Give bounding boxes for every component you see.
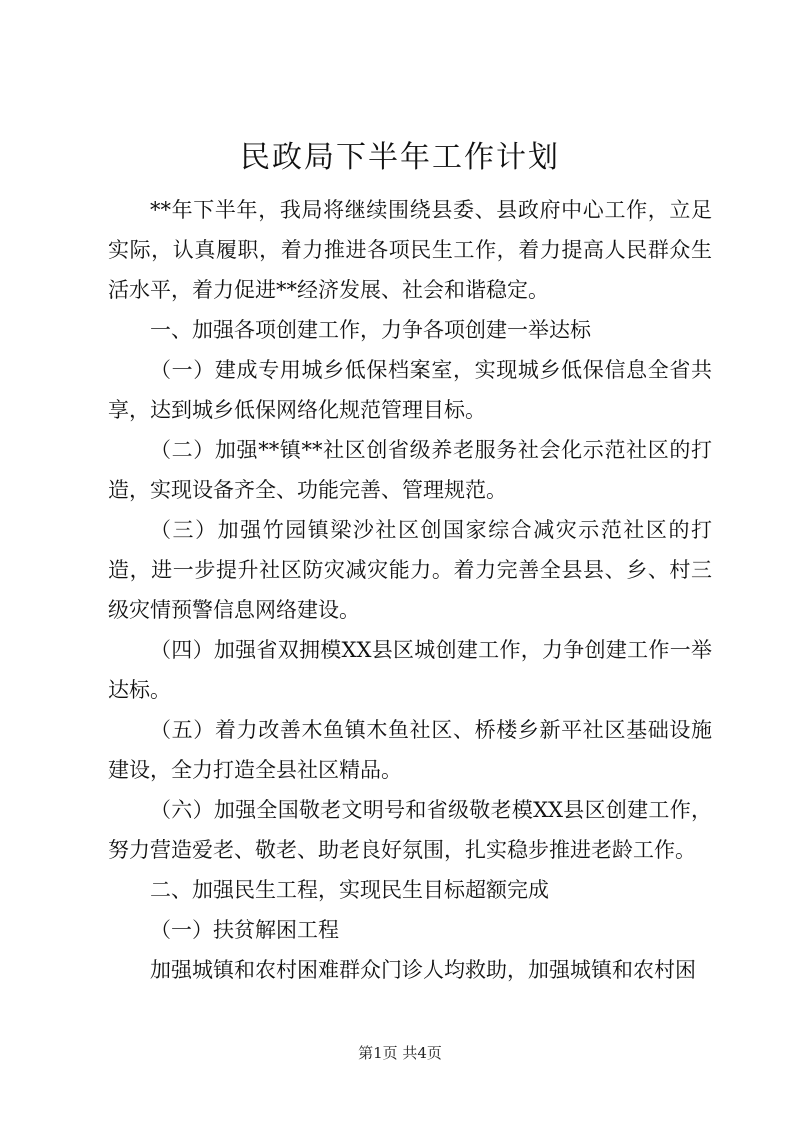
paragraph-item-6: （六）加强全国敬老文明号和省级敬老模XX县区创建工作，努力营造爱老、敬老、助老良好氛围，扎实稳步推进老龄工作。 (108, 798, 712, 862)
document-title: 民政局下半年工作计划 (240, 140, 560, 175)
paragraph-item-4: （四）加强省双拥模XX县区城创建工作，力争创建工作一举达标。 (108, 638, 712, 702)
paragraph-item-5: （五）着力改善木鱼镇木鱼社区、桥楼乡新平社区基础设施建设，全力打造全县社区精品。 (108, 718, 712, 782)
paragraph-item-2: （二）加强**镇**社区创省级养老服务社会化示范社区的打造，实现设备齐全、功能完善、管理规范。 (108, 438, 712, 502)
document-body (108, 190, 712, 990)
paragraph-item-3: （三）加强竹园镇梁沙社区创国家综合减灾示范社区的打造，进一步提升社区防灾减灾能力。着力完善全县县、乡、村三级灾情预警信息网络建设。 (108, 518, 712, 622)
subsection-heading-1: （一）扶贫解困工程 (150, 918, 339, 942)
section-heading-1: 一、加强各项创建工作，力争各项创建一举达标 (150, 318, 591, 342)
intro-paragraph: **年下半年，我局将继续围绕县委、县政府中心工作，立足实际，认真履职，着力推进各项民生工作，着力提高人民群众生活水平，着力促进**经济发展、社会和谐稳定。 (108, 198, 712, 302)
section-heading-2: 二、加强民生工程，实现民生目标超额完成 (150, 878, 549, 902)
page-footer: 第1页 共4页 (358, 1044, 442, 1062)
paragraph-poverty-relief: 加强城镇和农村困难群众门诊人均救助，加强城镇和农村困 (150, 958, 696, 982)
paragraph-item-1: （一）建成专用城乡低保档案室，实现城乡低保信息全省共享，达到城乡低保网络化规范管理目标。 (108, 358, 712, 422)
